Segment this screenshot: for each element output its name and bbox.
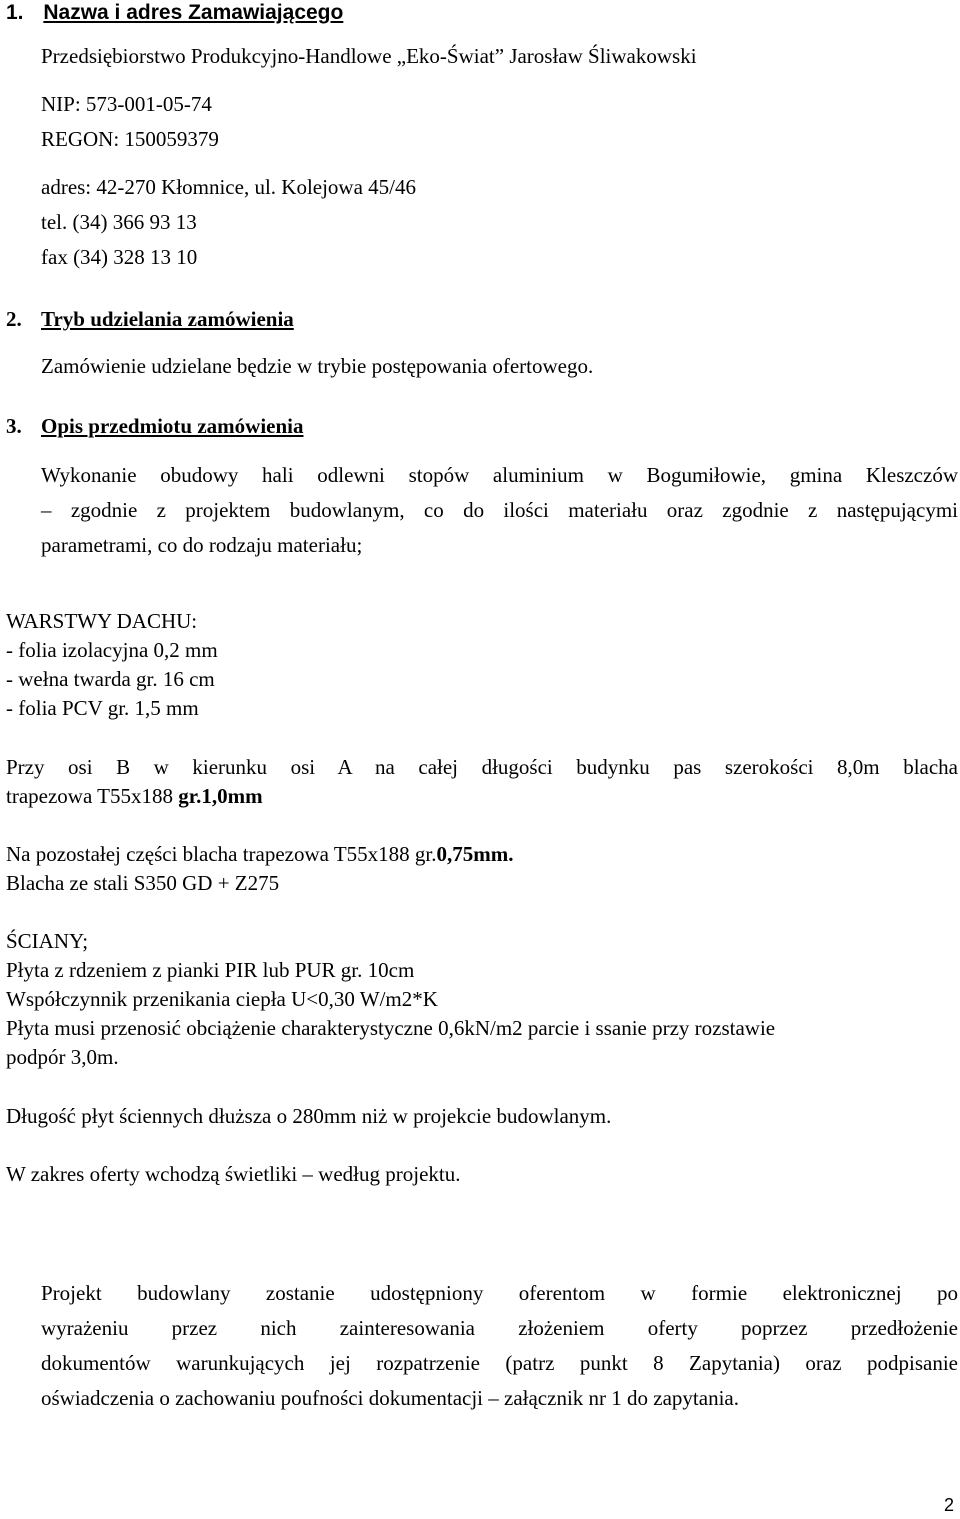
load-line-1: Płyta musi przenosić obciążenie charakterystyczne 0,6kN/m2 parcie i ssanie przy rozstawie	[6, 1016, 776, 1040]
axis-strip-text: trapezowa T55x188	[6, 784, 179, 808]
nip: NIP: 573-001-05-74	[41, 92, 212, 116]
section-2-heading	[6, 309, 294, 330]
section-1-heading	[6, 2, 343, 23]
section-1-number: 1.	[6, 1, 24, 24]
roof-layer-item: - folia PCV gr. 1,5 mm	[6, 696, 199, 720]
address: adres: 42-270 Kłomnice, ul. Kolejowa 45/46	[41, 175, 417, 199]
remaining-roof-text: Na pozostałej części blacha trapezowa T55x188 gr.	[6, 842, 437, 866]
description-line-2: – zgodnie z projektem budowlanym, co do ilości materiału oraz zgodnie z następującymi	[41, 498, 958, 522]
fax: fax (34) 328 13 10	[41, 245, 198, 269]
project-line-1: Projekt budowlany zostanie udostępniony oferentom w formie elektronicznej po	[41, 1281, 958, 1305]
remaining-roof-thickness: 0,75mm.	[436, 842, 514, 866]
heat-coefficient: Współczynnik przenikania ciepła U<0,30 W/m2*K	[6, 987, 438, 1011]
section-3-heading	[6, 416, 304, 437]
skylights: W zakres oferty wchodzą świetliki – według projektu.	[6, 1162, 461, 1186]
load-line-2: podpór 3,0m.	[6, 1045, 119, 1069]
roof-layer-item: - folia izolacyjna 0,2 mm	[6, 638, 218, 662]
company-name: Przedsiębiorstwo Produkcyjno-Handlowe „Eko-Świat” Jarosław Śliwakowski	[41, 44, 697, 68]
walls-heading: ŚCIANY;	[6, 929, 89, 953]
description-line-1: Wykonanie obudowy hali odlewni stopów aluminium w Bogumiłowie, gmina Kleszczów	[41, 463, 958, 487]
section-1-title: Nazwa i adres Zamawiającego	[43, 1, 344, 24]
section-2-title: Tryb udzielania zamówienia	[41, 307, 294, 331]
project-line-4: oświadczenia o zachowaniu poufności dokumentacji – załącznik nr 1 do zapytania.	[41, 1386, 739, 1410]
axis-strip-line-2	[6, 786, 263, 807]
axis-strip-line-1: Przy osi B w kierunku osi A na całej długości budynku pas szerokości 8,0m blacha	[6, 755, 958, 779]
wall-panel: Płyta z rdzeniem z pianki PIR lub PUR gr. 10cm	[6, 958, 415, 982]
roof-layer-item: - wełna twarda gr. 16 cm	[6, 667, 215, 691]
remaining-roof-line	[6, 844, 514, 865]
roof-layers-heading: WARSTWY DACHU:	[6, 609, 198, 633]
section-3-number: 3.	[6, 414, 22, 438]
panel-length: Długość płyt ściennych dłuższa o 280mm niż w projekcie budowlanym.	[6, 1104, 612, 1128]
phone: tel. (34) 366 93 13	[41, 210, 197, 234]
project-line-2: wyrażeniu przez nich zainteresowania złożeniem oferty poprzez przedłożenie	[41, 1316, 958, 1340]
section-3-title: Opis przedmiotu zamówienia	[41, 414, 304, 438]
steel-grade: Blacha ze stali S350 GD + Z275	[6, 871, 280, 895]
page-number: 2	[943, 1495, 954, 1515]
axis-strip-thickness: gr.1,0mm	[178, 784, 263, 808]
regon: REGON: 150059379	[41, 127, 219, 151]
procedure-text: Zamówienie udzielane będzie w trybie postępowania ofertowego.	[41, 354, 594, 378]
description-line-3: parametrami, co do rodzaju materiału;	[41, 533, 363, 557]
project-line-3: dokumentów warunkujących jej rozpatrzenie (patrz punkt 8 Zapytania) oraz podpisanie	[41, 1351, 958, 1375]
section-2-number: 2.	[6, 307, 22, 331]
